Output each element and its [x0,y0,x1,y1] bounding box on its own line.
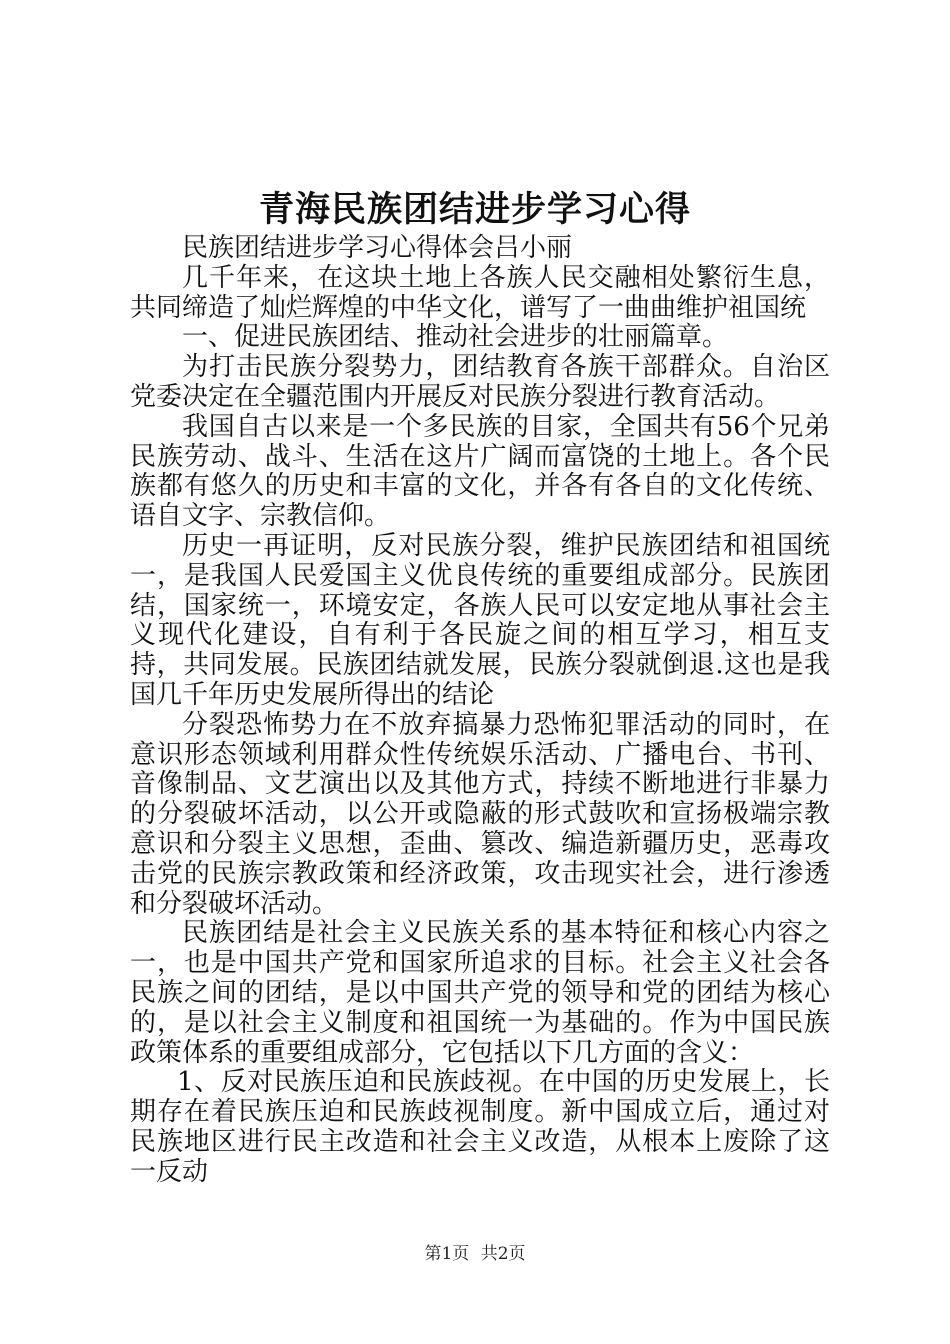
document-title: 青海民族团结进步学习心得 [258,189,691,230]
page-total: 共2页 [480,1244,526,1264]
page-footer [0,1242,950,1266]
paragraph: 民族团结是社会主义民族关系的基本特征和核心内容之一，也是中国共产党和国家所追求的目标。社会主义社会各民族之间的团结，是以中国共产党的领导和党的团结为核心的，是以社会主义制度和祖国统一为基础的。作为中国民族政策体系的重要组成部分，它包括以下几方面的含义： [130,918,830,1068]
paragraph: 我国自古以来是一个多民族的目家，全国共有56个兄弟民族劳动、战斗、生活在这片广阔而富饶的土地上。各个民族都有悠久的历史和丰富的文化，并各有各自的文化传统、语自文字、宗教信仰。 [130,411,830,532]
paragraph-numbered: 1、反对民族压迫和民族歧视。在中国的历史发展上，长期存在着民族压迫和民族歧视制度。新中国成立后，通过对民族地区进行民主改造和社会主义改造，从根本上废除了这一反动 [130,1067,830,1187]
paragraph: 分裂恐怖势力在不放弃搞暴力恐怖犯罪活动的同时，在意识形态领域利用群众性传统娱乐活动、广播电台、书刊、音像制品、文艺演出以及其他方式，持续不断地进行非暴力的分裂破坏活动，以公开或隐蔽的形式鼓吹和宣扬极端宗教意识和分裂主义思想，歪曲、篡改、编造新疆历史，恶毒攻击党的民族宗教政策和经济政策，攻击现实社会，进行渗透和分裂破坏活动。 [130,709,830,919]
page-number: 第1页 [424,1244,470,1264]
paragraph: 几千年来，在这块土地上各族人民交融相处繁衍生息，共同缔造了灿烂辉煌的中华文化，谱写了一曲曲维护祖国统 [130,262,830,323]
document-body [130,234,830,1188]
paragraph-subtitle: 民族团结进步学习心得体会吕小丽 [182,233,573,263]
paragraph: 历史一再证明，反对民族分裂，维护民族团结和祖国统一，是我国人民爱国主义优良传统的重要组成部分。民族团结，国家统一，环境安定，各族人民可以安定地从事社会主义现代化建设，自有利于各民旋之间的相互学习，相互支持，共同发展。民族团结就发展，民族分裂就倒退.这也是我国几千年历史发展所得出的结论 [130,530,830,710]
paragraph: 一、促进民族团结、推动社会进步的壮丽篇章。 [182,322,729,353]
paragraph: 为打击民族分裂势力，团结教育各族干部群众。自治区党委决定在全疆范围内开展反对民族分裂进行教育活动。 [130,352,830,412]
